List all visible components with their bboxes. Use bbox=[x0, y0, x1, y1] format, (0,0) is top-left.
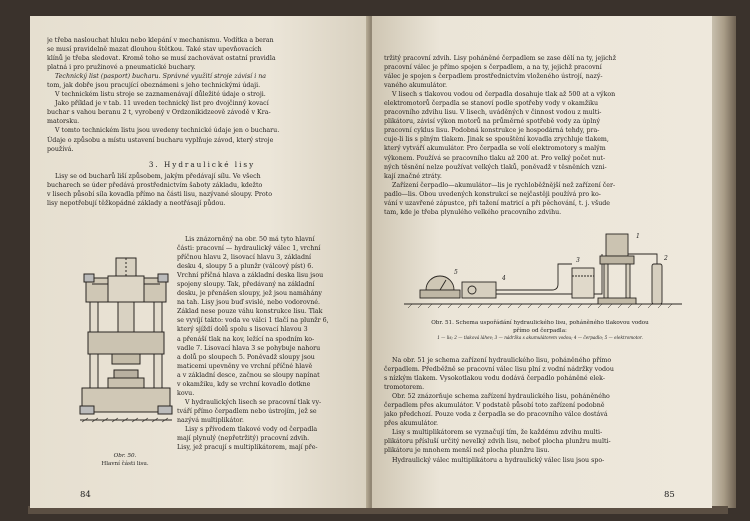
text-line: a dolů po sloupech 5. Poněvadž sloupy jsou bbox=[177, 353, 315, 361]
text-line: vaného akumulátor. bbox=[384, 82, 448, 90]
text-line: vadle 7. Lisovací hlava 3 se pohybuje nahoru bbox=[177, 344, 321, 352]
page-number-right: 85 bbox=[664, 490, 675, 500]
figure-50-number: Obr. 50. bbox=[113, 453, 137, 459]
text-line: Obr. 52 znázorňuje schema zařízení hydraulického lisu, poháněného bbox=[392, 393, 610, 401]
text-line: desku 4, sloupy 5 a plunžr (válcový píst) 6. bbox=[177, 263, 314, 271]
text-line: klínů je třeba sledovat. Kromě toho se musí zachovávat ostatní pravidla bbox=[47, 55, 276, 63]
text-line: který vytváří akumulátor. Pro čerpadla se volí elektromotory s malým bbox=[384, 145, 606, 153]
text-line: spojeny sloupy. Tak, předávaný na základní bbox=[177, 281, 315, 289]
right-top-text bbox=[384, 54, 696, 217]
figure-51-schema bbox=[402, 224, 684, 329]
text-line: výkonem. Používá se pracovního tlaku až 200 at. Pro velký počet nut- bbox=[384, 154, 606, 162]
figure-51-label: 5 bbox=[454, 269, 458, 276]
figure-50-title: Hlavní části lisu. bbox=[101, 460, 149, 467]
figure-50-press bbox=[78, 256, 198, 426]
press-diagram bbox=[78, 256, 174, 436]
text-line: mají plynulý (nepřetržitý) pracovní zdvih. bbox=[177, 435, 310, 443]
text-line: který sjíždí dolů spolu s lisovací hlavou 3 bbox=[177, 326, 308, 334]
text-line: na tah. Lisy jsou buď svislé, nebo vodorovné. bbox=[177, 299, 320, 307]
text-line: pracovní válec je přímo spojen s čerpadlem, a na ty, jejichž pracovní bbox=[384, 64, 602, 72]
text-line: elektromotorů čerpadla se stanoví podle spotřeby vody v okamžiku bbox=[384, 100, 599, 108]
text-line: plikátoru přísluší určitý nevelký zdvih lisu, neboť plocha plunžru multi- bbox=[384, 438, 611, 446]
text-line: tržitý pracovní zdvih. Lisy poháněné čerpadlem se zase dělí na ty, jejichž bbox=[384, 55, 617, 62]
text-line: části: pracovní — hydraulický válec 1, vrchní bbox=[177, 245, 321, 253]
text-line: se vyvíjí takto: voda ve válci 1 tlačí na plunžr 6, bbox=[177, 317, 329, 325]
page-edge bbox=[712, 16, 736, 508]
text-line: s nízkým tlakem. Vysokotlakou vodu dodává čerpadlo poháněné elek- bbox=[384, 375, 605, 383]
text-line: Základ nese pouze váhu konstrukce lisu. Tlak bbox=[177, 308, 323, 316]
text-line: používá. bbox=[47, 145, 74, 153]
text-line: V technickém listu stroje se zaznamenávají důležité údaje o stroji. bbox=[55, 91, 266, 99]
figure-51-title: Obr. 51. Schema uspořádání hydraulického lisu, poháněného tlakovou vodou bbox=[431, 320, 649, 326]
text-line: a přenáší tlak na kov, ležící na spodním ko- bbox=[177, 335, 315, 343]
text-line: tam, kde je třeba plynulého velkého pracovního zdvihu. bbox=[384, 208, 562, 216]
text-line: nazývá multiplikátor. bbox=[177, 416, 244, 424]
text-line: V tomto technickém listu jsou uvedeny technické údaje jen o bucharu. bbox=[55, 127, 280, 135]
text-line: plikátoru, závisí výkon motorů na průměrné spotřebě vody za úplný bbox=[384, 118, 601, 126]
text-line: Lisy se od bucharů liší způsobem, jakým předávají sílu. Ve všech bbox=[55, 172, 261, 180]
figure-51-caption bbox=[384, 320, 696, 341]
text-line: v okamžiku, kdy se vrchní kovadlo dotkne bbox=[177, 380, 311, 388]
text-line: kovu. bbox=[177, 389, 195, 397]
text-line: se musí pravidelně mazat dlouhou štětkou. Také stav upevňovacích bbox=[47, 46, 262, 54]
text-line: vání v uzavřené zápustce, při tažení matricí a při pěchování, t. j. všude bbox=[384, 199, 611, 207]
text-line: padlo—lis. Obou uvedených konstrukcí se nejčastěji používá pro ko- bbox=[384, 190, 601, 198]
text-line: a v základní desce, začnou se sloupy napínat bbox=[177, 371, 320, 379]
figure-50-caption bbox=[70, 453, 180, 468]
text-line: ných těsnění nelze používat velkých tlaků, poněvadž v těsněních vzni- bbox=[384, 163, 607, 171]
text-line: válec je spojen s čerpadlem prostřednictvím vloženého ústrojí, nazý- bbox=[384, 73, 603, 81]
right-bottom-text bbox=[384, 356, 696, 465]
text-line: pracovního zdvihu lisu. V lisech, uváděných v činnost vodou z multi- bbox=[384, 109, 602, 117]
figure-51-label: 3 bbox=[576, 257, 580, 264]
text-line: Lis znázorněný na obr. 50 má tyto hlavní bbox=[185, 236, 315, 243]
hydraulic-schema-diagram bbox=[402, 224, 684, 314]
text-line: Zařízení čerpadlo—akumulátor—lis je rychloběžnější než zařízení čer- bbox=[392, 181, 616, 189]
text-line: matorsku. bbox=[47, 118, 80, 126]
text-line: buchar s vahou beranu 2 t, vyrobený v Ordzonikidzeově závodě v Kra- bbox=[47, 109, 271, 117]
text-line: tromotorem. bbox=[384, 384, 425, 392]
text-line: desku, je přenášen sloupy, jež jsou namáhány bbox=[177, 290, 322, 298]
text-line: jako předchozí. Pouze voda z čerpadla se do pracovního válce dostává bbox=[384, 411, 608, 419]
text-line: Lisy s multiplikátorem se vyznačují tím, že každému zdvihu multi- bbox=[392, 429, 603, 437]
text-line: Hydraulický válec multiplikátoru a hydraulický válec lisu jsou spo- bbox=[392, 456, 605, 464]
text-line: Technický list (pasport) bucharu. Správné využití stroje závisí i na bbox=[55, 73, 267, 81]
text-line: tom, jak dobře jsou pracující obeznámeni s jeho technickými údaji. bbox=[47, 82, 261, 90]
left-side-text bbox=[177, 235, 357, 452]
text-line: tváří přímo čerpadlem nebo ústrojím, jež se bbox=[177, 407, 317, 415]
figure-51-label: 2 bbox=[664, 255, 668, 262]
text-line: přes akumulátor. bbox=[384, 420, 439, 428]
text-line: je třeba naslouchat hluku nebo klepání v mechanismu. Vodítka a beran bbox=[47, 37, 274, 44]
text-line: v lisech působí síla kovadla přímo na části lisu, nazývané sloupy. Proto bbox=[47, 190, 273, 198]
text-line: čerpadlem přes akumulátor. V podstatě působí toto zařízení podobně bbox=[384, 402, 605, 410]
text-line: platná i pro pružinové a pneumatické buchary. bbox=[47, 64, 196, 72]
text-line: lisy nepotřebují těžkopádné základy a neotřásají půdou. bbox=[47, 199, 226, 207]
figure-51-label: 4 bbox=[502, 275, 506, 282]
figure-51-subtitle: přímo od čerpadla: bbox=[513, 327, 567, 334]
text-line: V lisech s tlakovou vodou od čerpadla dosahuje tlak až 500 at a výkon bbox=[392, 91, 616, 99]
text-line: Údaje o způsobu a místu ustavení bucharu vyplňuje závod, který stroje bbox=[47, 136, 274, 144]
right-page bbox=[372, 16, 712, 508]
section-heading: 3. Hydraulické lisy bbox=[148, 159, 256, 169]
left-top-text bbox=[47, 36, 357, 208]
text-line: Lisy s přívodem tlakové vody od čerpadla bbox=[185, 425, 318, 433]
text-line: pracovní cyklus lisu. Podobná konstrukce je hospodárná tehdy, pra- bbox=[384, 127, 600, 135]
text-line: maticemi upevněny ve vrchní příčné hlavě bbox=[177, 362, 313, 370]
text-line: Jako příklad je v tab. 11 uveden technický list pro dvojčinný kovací bbox=[55, 100, 269, 108]
figure-51-label: 1 bbox=[636, 233, 640, 240]
page-number-left: 84 bbox=[80, 490, 91, 500]
text-line: čerpadlem. Předběžně se pracovní válec lisu plní z vodní nádržky vodou bbox=[384, 366, 614, 374]
figure-51-legend: 1 — lis; 2 — tlaková láhev; 3 — nádržka s akumulátorem vodou; 4 — čerpadlo; 5 — elektromotor. bbox=[437, 335, 643, 340]
text-line: Vrchní příčná hlava a základní deska lisu jsou bbox=[177, 272, 324, 280]
text-line: Lisy, jež pracují s multiplikátorem, mají pře- bbox=[177, 444, 318, 452]
text-line: cuje-li lis s plným tlakem. Jinak se spouštění kovadla zrychluje tlakem, bbox=[384, 136, 609, 144]
text-line: Na obr. 51 je schema zařízení hydraulického lisu, poháněného přímo bbox=[392, 357, 612, 364]
text-line: V hydraulických lisech se pracovní tlak vy- bbox=[185, 398, 322, 406]
text-line: bucharech se úder předává prostřednictvím šaboty základu, kdežto bbox=[47, 181, 263, 189]
text-line: kají značné ztráty. bbox=[384, 172, 442, 180]
left-page bbox=[30, 16, 370, 508]
text-line: plikátoru je mnohem menší než plocha plunžru lisu. bbox=[384, 447, 550, 455]
text-line: příčnou hlavu 2, lisovací hlavu 3, základní bbox=[177, 254, 312, 262]
